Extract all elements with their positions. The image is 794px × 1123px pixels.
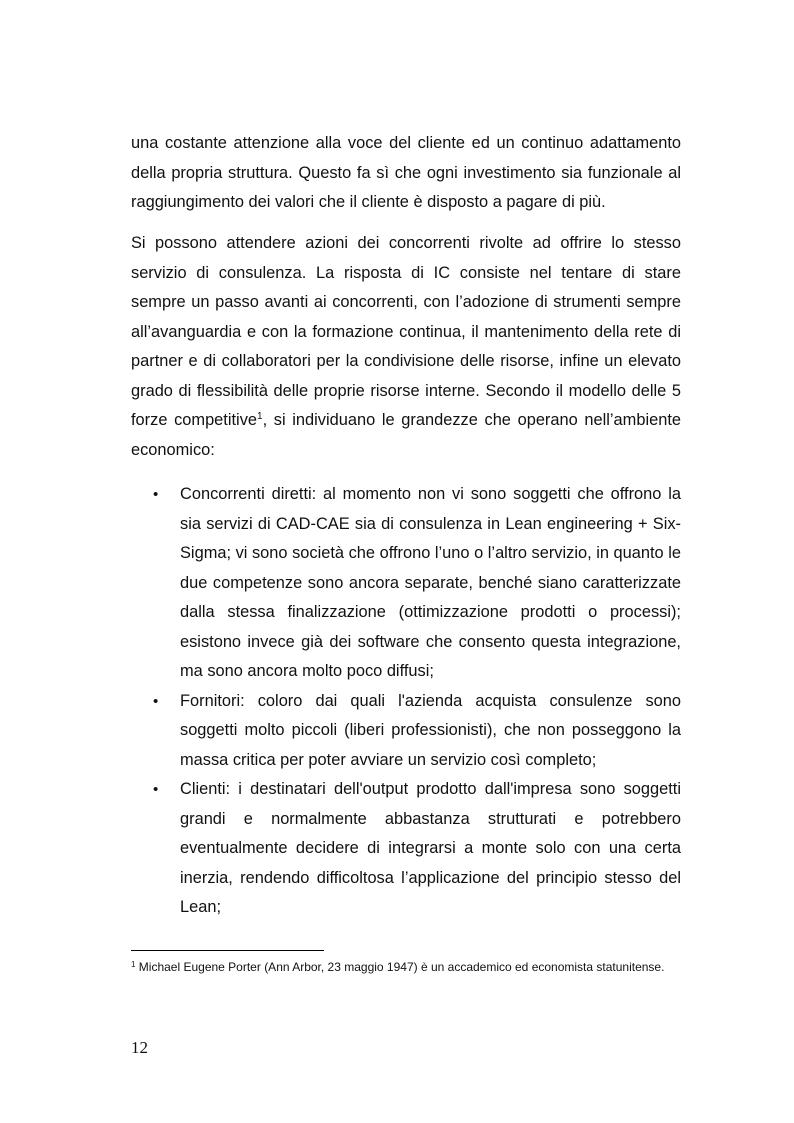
bullet-icon: • [153, 692, 159, 710]
list-item-text: Fornitori: coloro dai quali l'azienda acquista consulenze sono soggetti molto piccoli (liberi professionisti), che non posseggono la massa critica per poter avviare un servizio così completo; [180, 691, 681, 769]
page-number: 12 [131, 1038, 148, 1057]
list-item-text: Clienti: i destinatari dell'output prodotto dall'impresa sono soggetti grandi e normalmente abbastanza strutturati e potrebbero eventualmente decidere di integrarsi a monte solo con una certa inerzia, rendendo difficoltosa l’applicazione del principio stesso del Lean; [180, 780, 681, 916]
list-item [131, 775, 681, 923]
footnote-number: 1 [131, 960, 136, 969]
bullet-list [131, 480, 681, 923]
body-paragraph-1 [131, 129, 681, 218]
bullet-icon: • [153, 486, 159, 503]
body-paragraph-2 [131, 229, 681, 465]
paragraph-text [131, 229, 681, 465]
bullet-icon: • [153, 781, 159, 798]
paragraph-text-main: Si possono attendere azioni dei concorrenti rivolte ad offrire lo stesso servizio di consulenza. La risposta di IC consiste nel tentare di stare sempre un passo avanti ai concorrenti, con l’adozione di strumenti sempre all’avanguardia e con la formazione continua, il mantenimento della rete di partner e di collaboratori per la condivisione delle risorse, infine un elevato grado di flessibilità delle proprie risorse interne. Secondo il modello delle 5 forze competitive [131, 234, 681, 429]
paragraph-text-tail: , si individuano le grandezze che operano nell’ambiente economico: [131, 411, 681, 459]
list-item-text: Concorrenti diretti: al momento non vi sono soggetti che offrono la sia servizi di CAD-CAE sia di consulenza in Lean engineering + Six-Sigma; vi sono società che offrono l’uno o l’altro servizio, in quanto le due competenze sono ancora separate, benché siano caratterizzate dalla stessa finalizzazione (ottimizzazione prodotti o processi); esistono invece già dei software che consento questa integrazione, ma sono ancora molto poco diffusi; [180, 485, 681, 680]
paragraph-text: una costante attenzione alla voce del cliente ed un continuo adattamento della propria struttura. Questo fa sì che ogni investimento sia funzionale al raggiungimento dei valori che il cliente è disposto a pagare di più. [131, 134, 681, 211]
footnote-text: Michael Eugene Porter (Ann Arbor, 23 maggio 1947) è un accademico ed economista statunitense. [135, 960, 665, 974]
list-item [131, 480, 681, 687]
footnote [131, 959, 691, 975]
footnote-divider [131, 950, 324, 951]
footnote-reference[interactable]: 1 [257, 411, 263, 422]
list-item [131, 687, 681, 776]
